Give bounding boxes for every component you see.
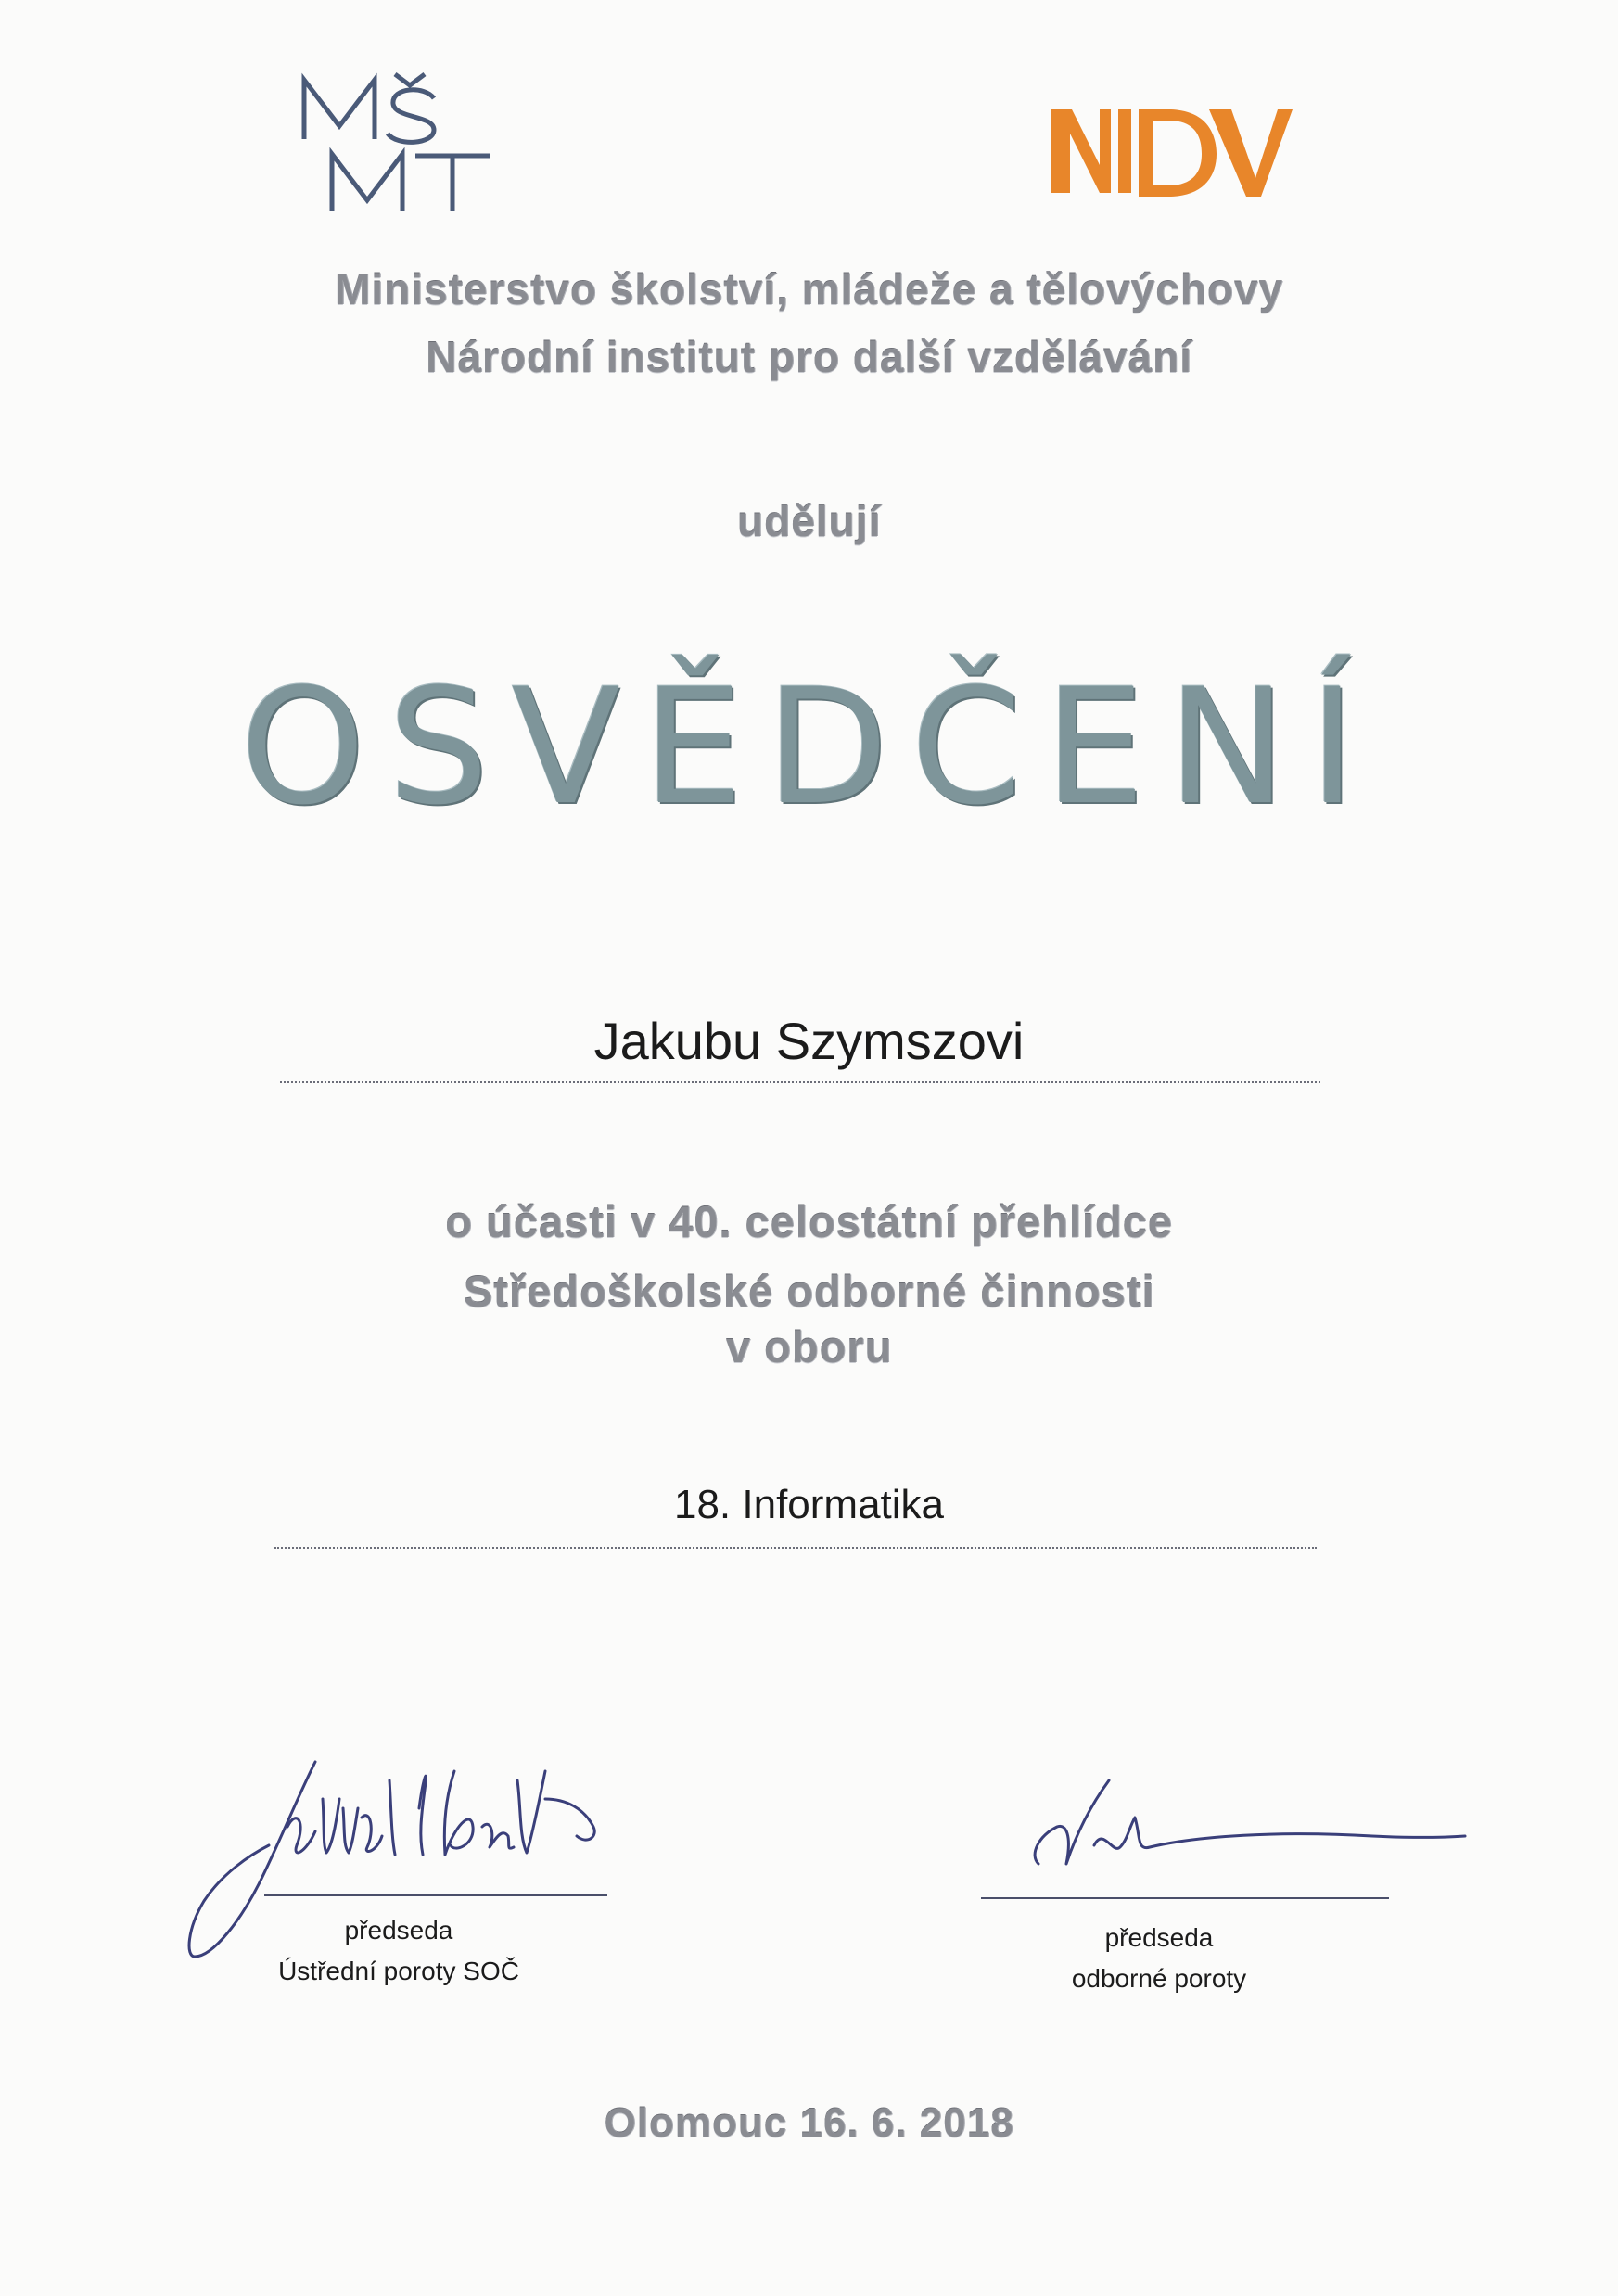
ministry-name-line-2: Národní institut pro další vzdělávání <box>426 333 1192 381</box>
signature-caption-right <box>974 1918 1344 1999</box>
description-line-3: v oboru <box>725 1322 893 1371</box>
nidv-logo <box>1046 100 1296 221</box>
signature-line-right <box>981 1897 1389 1899</box>
place-and-date: Olomouc 16. 6. 2018 <box>604 2100 1014 2146</box>
signature-line-left <box>264 1894 607 1896</box>
recipient-name: Jakubu Szymszovi <box>593 1012 1025 1070</box>
description-line-2: Středoškolské odborné činnosti <box>463 1267 1155 1316</box>
signature-right-body: odborné poroty <box>1071 1964 1247 1993</box>
certificate-title: OSVĚDČENÍ <box>239 654 1379 840</box>
ministry-name-line-1: Ministerstvo školství, mládeže a tělovýchovy <box>334 265 1284 313</box>
signature-right <box>1020 1762 1484 1892</box>
signature-left-body: Ústřední poroty SOČ <box>278 1957 519 1985</box>
msmt-logo <box>295 72 508 221</box>
field-underline <box>274 1547 1317 1549</box>
signature-left-role: předseda <box>344 1916 453 1945</box>
recipient-underline <box>280 1081 1320 1083</box>
signature-caption-left <box>213 1910 584 1992</box>
signature-right-role: předseda <box>1104 1923 1214 1952</box>
description-line-1: o účasti v 40. celostátní přehlídce <box>445 1197 1173 1246</box>
awards-verb: udělují <box>736 497 882 545</box>
field-of-study: 18. Informatika <box>673 1482 945 1527</box>
